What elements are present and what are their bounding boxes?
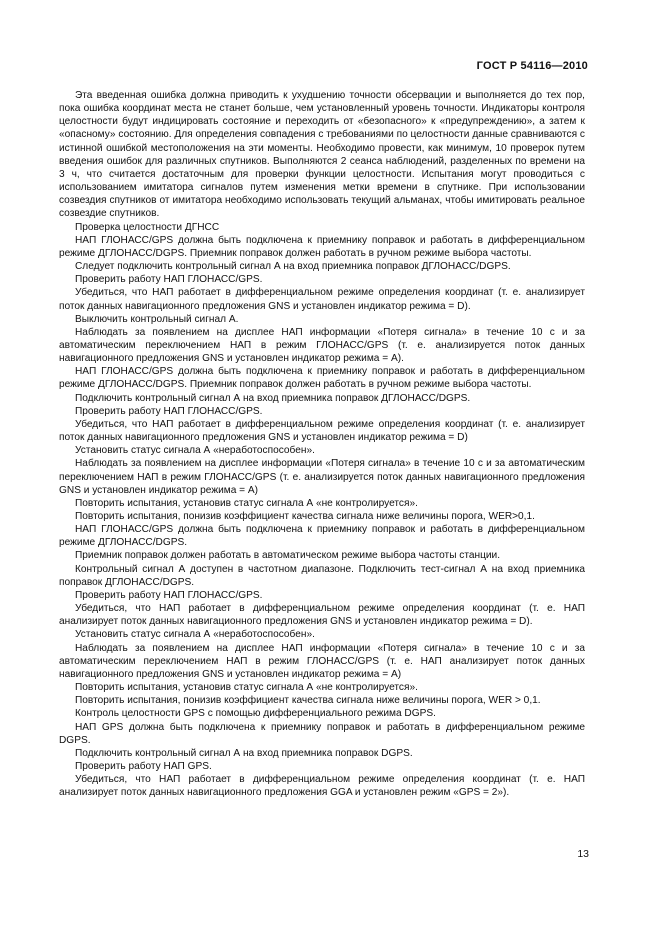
paragraph: Наблюдать за появлением на дисплее НАП информации «Потеря сигнала» в течение 10 с и за автоматическим переключением НАП в режим ГЛОНАСС/GPS (т. е. НАП анализирует поток данных навигационного предложения GNS и установлен индикатор режима = А) <box>59 642 585 680</box>
paragraph: Подключить контрольный сигнал А на вход приемника поправок ДГЛОНАСС/DGPS. <box>75 392 471 404</box>
paragraph: Контрольный сигнал А доступен в частотном диапазоне. Подключить тест-сигнал А на вход приемника поправок ДГЛОНАСС/DGPS. <box>59 563 585 588</box>
paragraph: Проверить работу НАП ГЛОНАСС/GPS. <box>75 405 263 417</box>
paragraph: НАП ГЛОНАСС/GPS должна быть подключена к приемнику поправок и работать в дифференциальном режиме ДГЛОНАСС/DGPS. <box>59 524 585 549</box>
paragraph: НАП GPS должна быть подключена к приемнику поправок и работать в дифференциальном режиме DGPS. <box>59 721 585 746</box>
paragraph: Наблюдать за появлением на дисплее НАП информации «Потеря сигнала» в течение 10 с и за автоматическим переключением НАП в режим ГЛОНАСС/GPS (т. е. анализируется поток данных навигационного предложения GNS и установлен индикатор режима = А). <box>59 326 585 365</box>
paragraph: Повторить испытания, понизив коэффициент качества сигнала ниже величины порога, WER>0,1. <box>75 511 535 522</box>
paragraph: Проверить работу НАП ГЛОНАСС/GPS. <box>75 274 263 286</box>
page-number: 13 <box>577 848 589 860</box>
paragraph: Убедиться, что НАП работает в дифференциальном режиме определения координат (т. е. анализирует поток данных навигационного предложения GNS и установлен индикатор режима = D). <box>59 287 585 312</box>
paragraph: Убедиться, что НАП работает в дифференциальном режиме определения координат (т. е. анализирует поток данных навигационного предложения GNS и установлен индикатор режима = D) <box>59 418 585 444</box>
paragraph: Убедиться, что НАП работает в дифференциальном режиме определения координат (т. е. НАП анализирует поток данных навигационного предложения GGA и установлен режим «GPS = 2»). <box>59 774 585 799</box>
paragraph: НАП ГЛОНАСС/GPS должна быть подключена к приемнику поправок и работать в дифференциальном режиме ДГЛОНАСС/DGPS. Приемник поправок должен работать в ручном режиме выбора частоты. <box>59 234 585 259</box>
document-id-header: ГОСТ Р 54116—2010 <box>476 60 588 72</box>
paragraph: Выключить контрольный сигнал А. <box>75 313 239 325</box>
paragraph: Проверка целостности ДГНСС <box>75 221 220 233</box>
paragraph: Установить статус сигнала А «неработоспособен». <box>75 445 315 457</box>
paragraph: Контроль целостности GPS с помощью дифференциального режима DGPS. <box>75 708 436 720</box>
paragraph: Наблюдать за появлением на дисплее информации «Потеря сигнала» в течение 10 с и за автоматическим переключением НАП в режим ГЛОНАСС/GPS (т. е. анализируется поток данных навигационного предложения GNS и установлен индикатор режима = А) <box>59 458 585 496</box>
paragraph: Проверить работу НАП GPS. <box>75 760 212 772</box>
paragraph: Повторить испытания, установив статус сигнала А «не контролируется». <box>75 497 418 509</box>
paragraph: Подключить контрольный сигнал А на вход приемника поправок DGPS. <box>75 747 413 759</box>
paragraph: Убедиться, что НАП работает в дифференциальном режиме определения координат (т. е. НАП анализирует поток данных навигационного предложения GNS и установлен индикатор режима = D). <box>59 603 585 628</box>
paragraph: Эта введенная ошибка должна приводить к ухудшению точности обсервации и выполняется до тех пор, пока ошибка координат места не станет больше, чем установленный уровень точности. Индикаторы контроля целостности будут индицировать состояние и переходить от «безопасного» к «предупреждению», а затем к «опасному» состоянию. Для определения совпадения с требованиями по целостности данные сравниваются с истинной ошибкой местоположения на эти моменты. Необходимо провести, как минимум, 10 проверок путем введения ошибок для различных спутников. Выполняются 2 сеанса наблюдений, разделенных по времени на 3 ч, что считается достаточным для проверки функции целостности. Испытания могут проводиться с использованием имитатора сигналов путем изменения метки времени в спутнике. При использовании созвездия спутников от имитатора необходимо использовать текущий альманах, чтобы имитировать реальное созвездие спутников. <box>59 90 585 220</box>
paragraph: Повторить испытания, понизив коэффициент качества сигнала ниже величины порога, WER > 0,1. <box>75 695 541 707</box>
paragraph: НАП ГЛОНАСС/GPS должна быть подключена к приемнику поправок и работать в дифференциальном режиме ДГЛОНАСС/DGPS. Приемник поправок должен работать в ручном режиме выбора частоты. <box>59 366 585 391</box>
paragraph: Следует подключить контрольный сигнал А на вход приемника поправок ДГЛОНАСС/DGPS. <box>75 261 511 273</box>
paragraph: Проверить работу НАП ГЛОНАСС/GPS. <box>75 589 263 601</box>
paragraph: Установить статус сигнала А «неработоспособен». <box>75 629 315 641</box>
paragraph: Приемник поправок должен работать в автоматическом режиме выбора частоты станции. <box>75 550 501 562</box>
paragraph: Повторить испытания, установив статус сигнала А «не контролируется». <box>75 682 418 694</box>
body-text <box>59 89 585 799</box>
